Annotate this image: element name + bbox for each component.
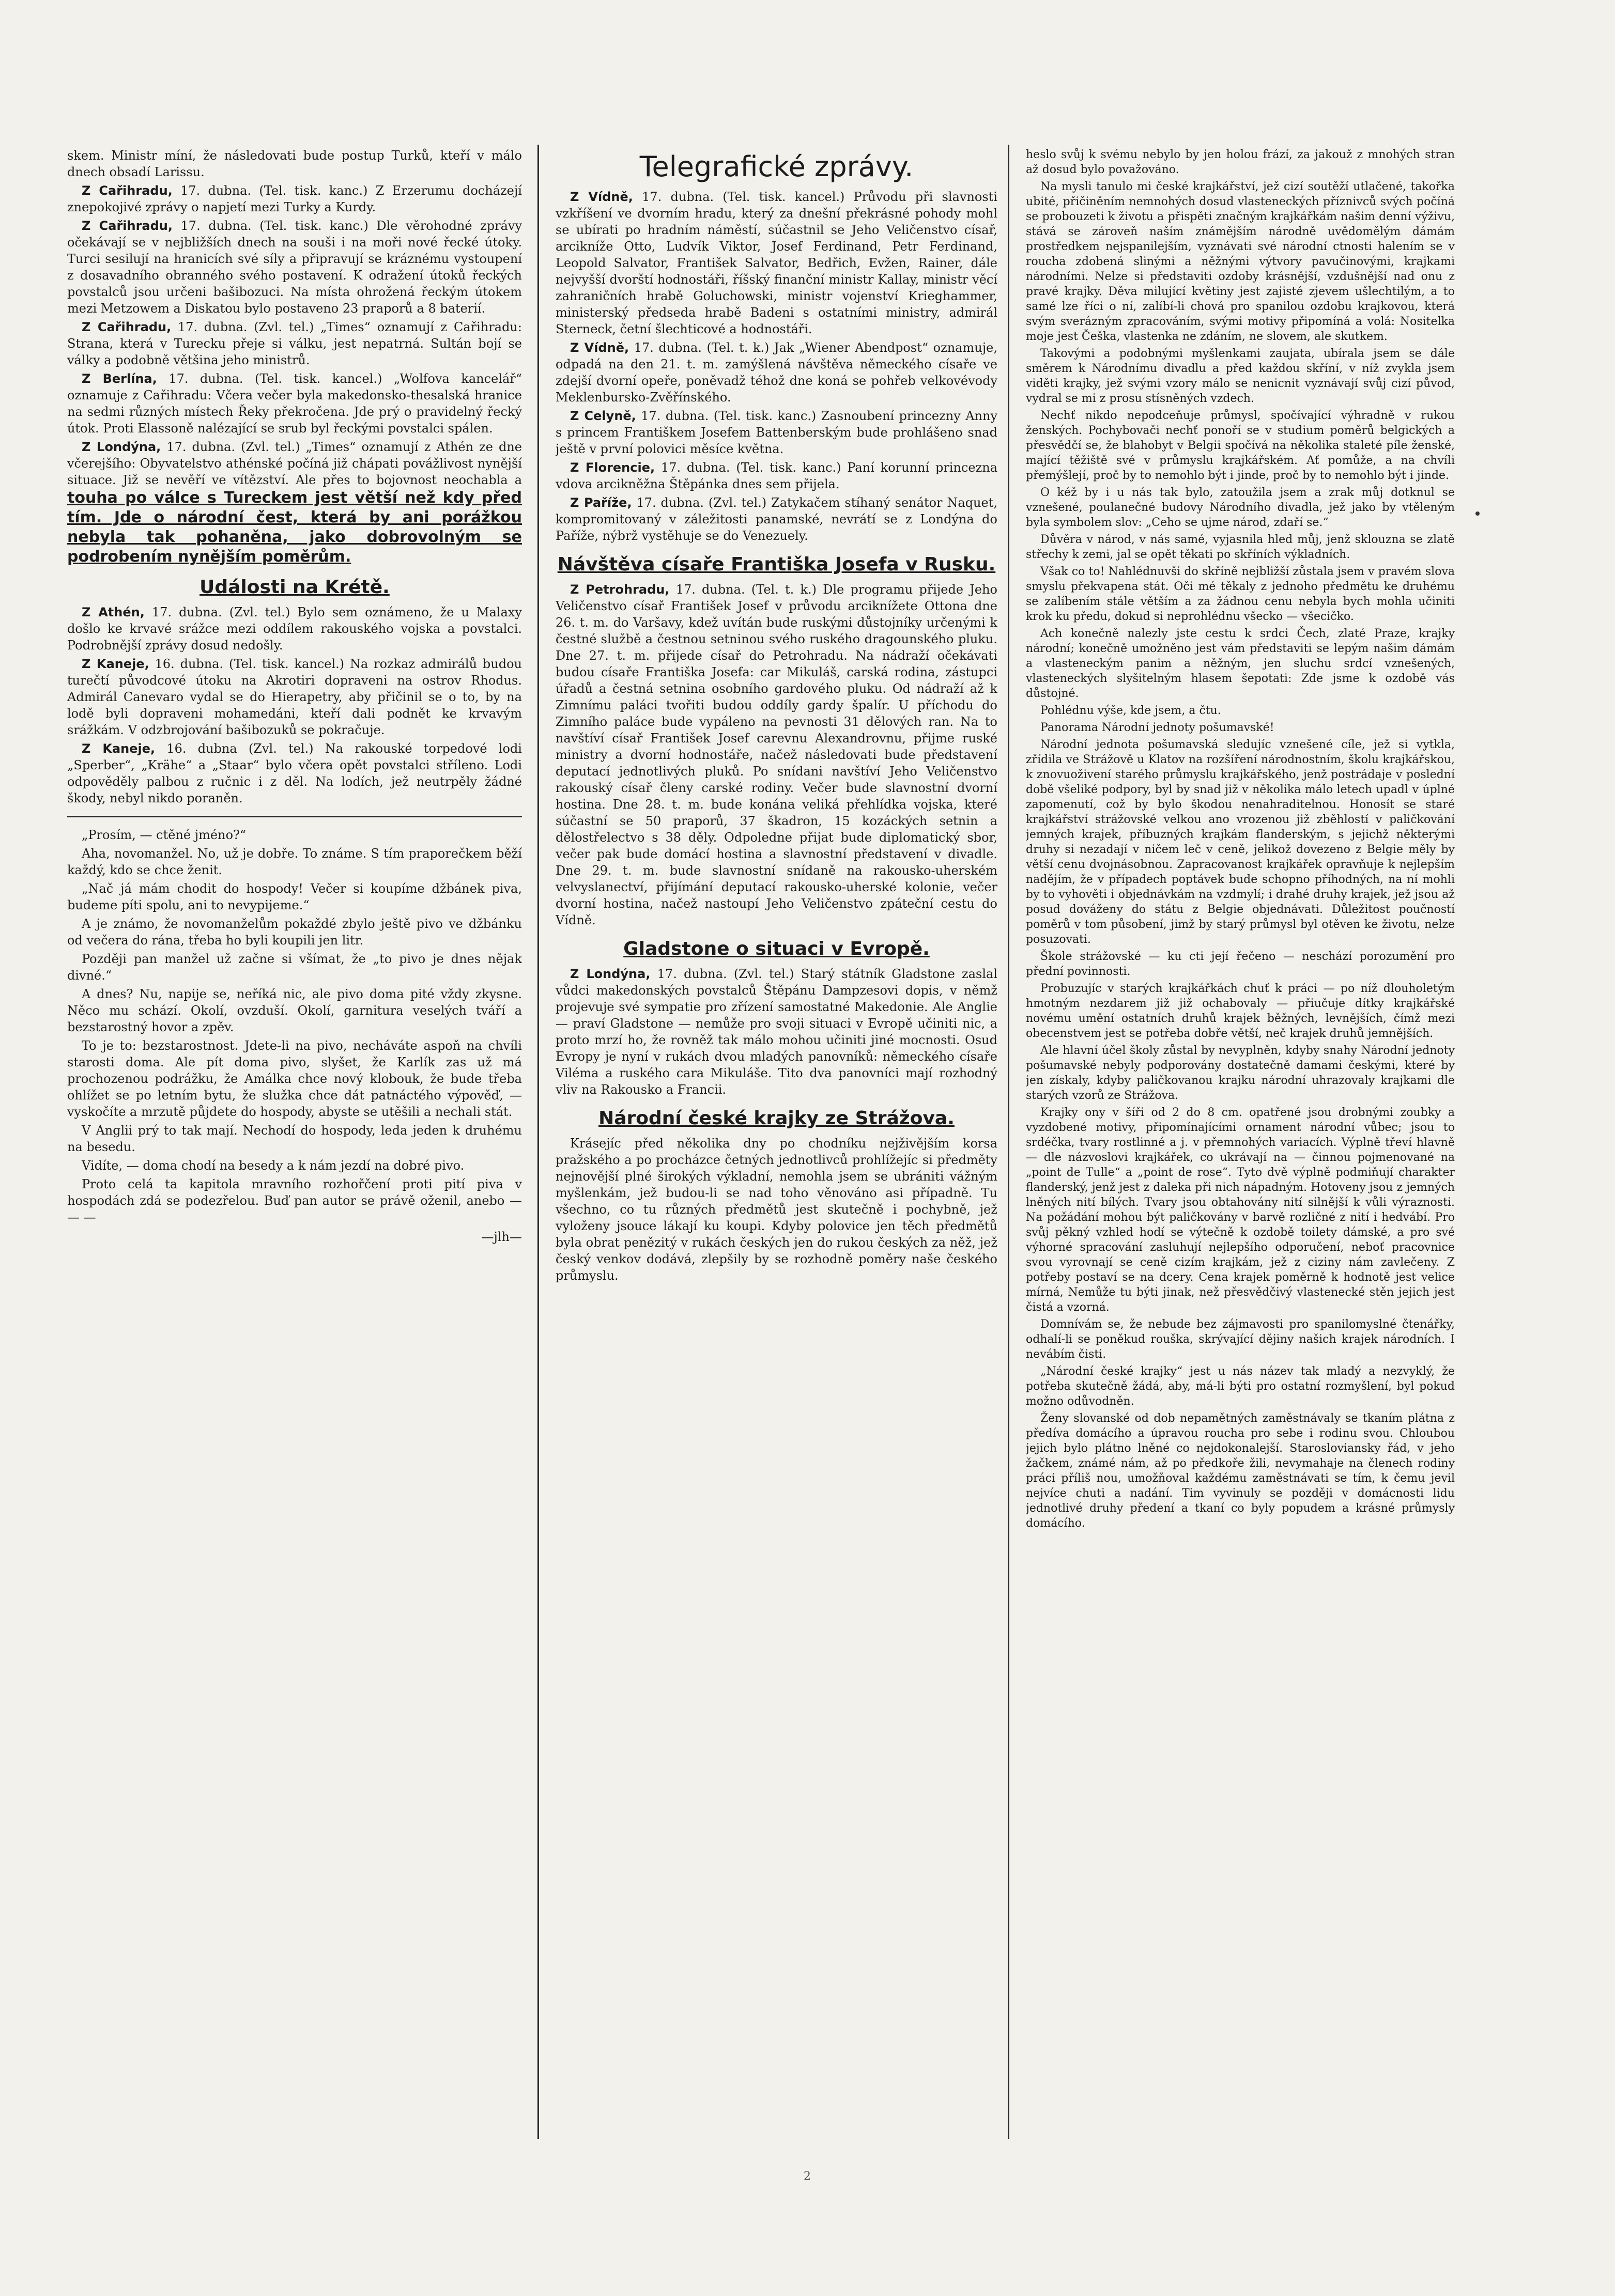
news-text: 17. dubna. (Tel. tisk. kancel.) Průvodu při slavnosti vzkříšení ve dvorním hradu, který za dnešní překrásné pohody mohl se ubírati po hradním náměstí, súčastnil se Jeho Veličenstvo císař, arcikníže Otto, Ludvík Viktor, Josef Ferdinand, Petr Ferdinand, Leopold Salvator, František Salvator, Bedřich, Evžen, Rainer, dále nejvyšší dvorští hodnostáři, říšský finanční ministr Kallay, ministr věcí zahraničních hrabě Goluchowski, ministr vojenství Krieghammer, ministerský předseda hrabě Badeni s ostatními ministry, admirál Sterneck, četní šlechticové a hodnostáři. — [556, 190, 997, 336]
emphasized-text — [67, 489, 522, 566]
news-text: 17. dubna. (Tel. t. k.) Dle programu přijede Jeho Veličenstvo císař František Josef v průvodu arciknížete Ottona dne 26. t. m. do Varšavy, kdež uvítán bude ruskými důstojníky určenými k čestné službě a čestnou setninou svého ruského dragounského pluku. Dne 27. t. m. přijede císař do Petrohradu. Na nádraží očekávati budou císaře Františka Josefa: car Mikuláš, carská rodina, zástupci úřadů a čestná setnina osobního gardového pluku. Od nádraží až k Zimnímu paláci tvořiti budou oddíly gardy špalír. U příchodu do Zimního paláce bude vypáleno na pevnosti 31 dělových ran. Na to navštíví císař František Josef carevnu Alexandrovnu, přijme ruské ministry a dvorní hodnostáře, načež následovati bude představení deputací jednotlivých pluků. Po snídani navštíví Jeho Veličenstvo rakouský císař členy carské rodiny. Večer bude slavnostní dvorní hostina. Dne 28. t. m. bude konána veliká přehlídka vojska, které súčastní se 50 praporů, 37 škadron, 15 kozáckých setnin a dělostřelectvo s 38 děly. Odpoledne přijat bude diplomatický sbor, večer pak bude domácí hostina a slavnostní představení v divadle. Dne 29. t. m. bude slavnostní snídaně na rakousko-uherském velvyslanectví, přijímání deputací rakousko-uherské kolonie, večer dvorní hostina, načež nastoupí Jeho Veličenstvo zpáteční cestu do Vídně. — [556, 582, 997, 927]
news-item — [67, 370, 522, 437]
news-item — [556, 408, 997, 457]
column-rule-right — [1008, 145, 1009, 2139]
dateline: Z Florencie, — [570, 460, 655, 475]
article-paragraph: O kéž by i u nás tak bylo, zatoužila jsem a zrak můj dotknul se vznešené, poulanečné budovy Národního divadla, jež jako by vtěleným byla symbolem slov: „Ceho se ujme národ, zdaří se.“ — [1026, 486, 1455, 529]
article-paragraph: Krajky ony v šíři od 2 do 8 cm. opatřené jsou drobnými zoubky a vyzdobené motivy, připomínajícími ornament národní vůbec; jsou to srdéčka, tvary rostlinné a j. v přemnohých variacích. Výplně třeví hlavně — dle názvoslovi krajkářek, co ukrávají na — činnou pojmenované na „point de Tulle“ a „point de rose“. Tyto dvě výplně podmiňují charakter flanderský, jenž jest z daleka při nich nápadným. Hotoveny jsou z jemných lněných nití bílých. Tvary jsou obtahovány nití silnější k vůli výraznosti. Na požádání mohou být paličkovány v barvě rozličné z nití i hedvábí. Pro svůj pěkný vzhled hodí se výtečně k ozdobě toilety dámské, a pro své výhorné spracování zasluhují nejlepšího odporučení, neboť pracovnice svou vyrovnají se ceně cizím krajkám, jež z ciziny nám zavlečeny. Z potřeby postaví se na dcery. Cena krajek poměrně k hodnotě jest velice mírná, Nemůže tu býti jinak, než přesvědčivý vlastenecké stěn jejich jest čistá a vzorná. — [1026, 1106, 1455, 1314]
news-item — [67, 740, 522, 806]
dateline: Z Cařihradu, — [82, 183, 173, 198]
article-paragraph: Krásejíc před několika dny po chodníku nejživějším korsa pražského a po procházce četných jednotlivců prohlížejíc si předměty nejnovější plné širokých výkladní, nemohla jsem se ubrániti vážným myšlenkám, jež budou-li se nad toho věnováno asi případně. Tu všechno, co tu různých předmětů jest skutečně i pochybně, jež vyloženy jsouce lákají ku koupi. Kdyby polovice jen těch předmětů byla obrat penězitý v rukách českých jen do rukou českých za něž, jež český venkov dodává, zlepšily by se rozhodně poměry naše českého průmyslu. — [556, 1136, 997, 1283]
article-paragraph: Národní jednota pošumavská sledujíc vznešené cíle, jež si vytkla, zřídila ve Strážově u Klatov na rozšíření národnostním, školu krajkářskou, k znovuoživení starého průmyslu krajkářského, jenž postrádaje v poslední době všeliké podpory, byl by snad již v několika málo letech upadl v úplné zapomenutí, což by bylo škodou nenahraditelnou. Honosít se staré krajkářství strážovské velkou ano vrozenou již zběhlostí v paličkování jemných krajek, příbuzných krajkám flanderským, s jejichž některými druhy si nezadají v ničem leč v ceně, jelikož dovezeno z Belgie měly by větší cenu dvojnásobnou. Zapracovanost krajkářek opravňuje k nejlepším nadějím, že v případech poptávek bude schopno příhodných, na ní mohli by to vyhověti i objednávkám na vzdmylí; i drahé druhy krajek, jež jsou až posud dováženy do státu z Belgie objednávati. Důležitost poučností poměrů v tom působení, jimž by starý průmysl byl otěven ke životu, nelze posuzovati. — [1026, 738, 1455, 946]
news-text: 16. dubna (Zvl. tel.) Na rakouské torpedové lodi „Sperber“, „Krähe“ a „Staar“ bylo včera opět povstalci stříleno. Lodi odpověděly palbou z ručnic i z děl. Na lodích, jež neutrpěly žádné škody, nebyl nikdo poraněn. — [67, 741, 522, 805]
news-item — [556, 459, 997, 492]
news-text: 17. dubna. (Zvl. tel.) Starý státník Gladstone zaslal vůdci makedonských povstalců Štěpánu Dampzesovi dopis, v němž projevuje své sympatie pro zřízení samostatné Makedonie. Ale Anglie — praví Gladstone — nemůže pro svoji situaci v Evropě učiniti nic, a proto mrzí ho, že rovněž tak málo mohou učiniti jiné mocnosti. Osud Evropy je nyní v rukách dvou mladých panovníků: německého císaře Viléma a ruského cara Mikuláše. Tito dva panovníci mají rozhodný vliv na Rakousko a Francii. — [556, 967, 997, 1097]
dateline: Z Cařihradu, — [82, 219, 173, 233]
news-item — [556, 581, 997, 928]
feuilleton-paragraph: A dnes? Nu, napije se, neříká nic, ale pivo doma pité vždy zkysne. Něco mu schází. Okolí, ovzduší. Okolí, garnitura veselých tváří a bezstarostný hovor a zpěv. — [67, 987, 522, 1034]
news-text: 17. dubna. (Tel. t. k.) Jak „Wiener Abendpost“ oznamuje, odpadá na den 21. t. m. zamýšlená návštěva německého císaře ve zdejší dvorní opeře, poněvadž téhož dne koná se pohřeb velkovévody Meklenbursko-Zvěřínského. — [556, 340, 997, 405]
news-item — [67, 182, 522, 215]
feuilleton-separator — [67, 816, 522, 817]
news-text: 17. dubna. (Zvl. tel.) „Times“ oznamují z Athén ze dne včerejšího: Obyvatelstvo athénské počíná již chápati povážlivost nynější situace. Již se nevěří ve vítězství. Ale přes to bojovnost neochabla a — [67, 440, 522, 487]
feuilleton-paragraph: Proto celá ta kapitola mravního rozhořčení proti pití piva v hospodách zdá se podezřelou. Buď pan autor se právě oženil, anebo — — — — [67, 1177, 522, 1224]
feuilleton-paragraph: A je známo, že novomanželům pokaždé zbylo ještě pivo ve džbánku od večera do rána, třeba ho byli koupili jen litr. — [67, 917, 522, 948]
column-rule-left — [537, 145, 539, 2139]
emphasized-text-body: touha po válce s Tureckem jest větší než kdy před tím. Jde o národní čest, která by ani porážkou nebyla tak pohaněna, jako dobrovolným se podrobením nynějším poměrům. — [67, 489, 522, 566]
article-paragraph: Ach konečně nalezly jste cestu k srdci Čech, zlaté Praze, krajky národní; konečně umožněno jest vám představiti se lepým našim dámám a vlasteneckým panim a něžným, jen sluchu srdcí vznešených, vlasteneckých slyšitelným hlasem šepotati: Zde jsme k ozdobě vás důstojné. — [1026, 627, 1455, 700]
feuilleton-paragraph: „Nač já mám chodit do hospody! Večer si koupíme džbánek piva, budeme píti spolu, ani to nevypijeme.“ — [67, 881, 522, 912]
news-item — [556, 494, 997, 544]
section-heading-gladstone: Gladstone o situaci v Evropě. — [623, 938, 930, 959]
news-text: 17. dubna. (Tel. tisk. kancel.) „Wolfova kancelář“ oznamuje z Cařihradu: Včera večer byla makedonsko-thesalská hranice na sedmi různých místech Řeky překročena. Jde prý o pravidelný řecký útok. Proti Elassoně nalézající se srub byl řeckými povstalci spálen. — [67, 371, 522, 436]
article-paragraph: „Národní české krajky“ jest u nás název tak mladý a nezvyklý, že potřeba skutečně žádá, aby, má-li býti pro ostatní rozmyšlení, byl pokud možno odůvodněn. — [1026, 1365, 1455, 1408]
feuilleton-paragraph: To je to: bezstarostnost. Jdete-li na pivo, necháváte aspoň na chvíli starosti doma. Ale pít doma pivo, slyšet, že Karlík zas už má prochozenou podrážku, že Amálka chce nový klobouk, že bude třeba ohlížet se po letním bytu, že služka chce dát patnáctého výpověď, — vyskočíte a mrzutě půjdete do hospody, abyste se utěšili a nechali stát. — [67, 1038, 522, 1119]
column-1 — [67, 147, 522, 2188]
news-item — [556, 339, 997, 406]
news-text: 17. dubna. (Tel. tisk. kanc.) Z Erzerumu docházejí znepokojivé zprávy o napjetí mezi Turky a Kurdy. — [67, 183, 522, 214]
news-item — [67, 319, 522, 368]
dateline: Z Cařihradu, — [82, 320, 172, 334]
feuilleton-paragraph: V Anglii prý to tak mají. Nechodí do hospody, leda jeden k druhému na besedu. — [67, 1123, 522, 1154]
page-number: 2 — [804, 2170, 811, 2183]
feuilleton-paragraph: Později pan manžel už začne si všímat, že „to pivo je dnes nějak divné.“ — [67, 952, 522, 983]
dateline: Z Londýna, — [82, 440, 161, 454]
news-item — [67, 218, 522, 317]
news-text: 17. dubna. (Zvl. tel.) Zatykačem stíhaný senátor Naquet, kompromitovaný v záležitosti panamské, nevrátí se z Londýna do Paříže, nýbrž vystěhuje se do Venezuely. — [556, 495, 997, 543]
news-item — [67, 439, 522, 567]
article-paragraph: Panorama Národní jednoty pošumavské! — [1040, 721, 1274, 734]
news-item — [556, 966, 997, 1098]
article-paragraph: Však co to! Nahlédnuvši do skříně nejbližší zůstala jsem v pravém slova smyslu překvapena stát. Oči mé těkaly z jednoho předmětu ke druhému se zalíbením stále větším a za žádnou cenu nebyla bych mohla učiniti krok ku předu, dokud si neprohlédnu všecko — všecičko. — [1026, 565, 1455, 623]
dateline: Z Vídně, — [570, 340, 629, 355]
article-paragraph: Ženy slovanské od dob nepamětných zaměstnávaly se tkaním plátna z předíva domácího a úpravou roucha pro sebe i rodinu svou. Chloubou jejich bylo plátno lněné co nejdokonalejší. Starosloviansky řád, v jeho žačkem, známé nám, až po předkoře žili, nevymahaje na členech rodiny práci příliš nou, umožňoval každému zaměstnávati se tím, k čemu jevil nejvíce chuti a nadání. Tim vyvinuly se později v domácnosti lidu jednotlivé druhy předení a tkaní co byly popudem a krásné průmysly domácího. — [1026, 1412, 1455, 1530]
dateline: Z Kaneje, — [82, 657, 149, 671]
feuilleton-paragraph: „Prosím, — ctěné jméno?“ — [82, 828, 247, 842]
dateline: Z Kaneje, — [82, 741, 156, 756]
column-2 — [556, 147, 997, 2188]
article-paragraph: Na mysli tanulo mi české krajkářství, jež cizí soutěží utlačené, takořka ubité, přičiněním nemnohých dosud vlasteneckých příznivců svých počíná se probouzeti k životu a přispěti značným krajkářkám našim denní výživu, stává se zároveň naším známějším národně uvědomělým dámám prostředkem nejspanilejším, vyznávati své národní ctnosti halením se v roucha zdobená slinými a něžnými výtvory pavučinovými, krajkami národními. Nelze si představiti ozdoby krásnější, vzdušnější nad onu z pravé krajky. Děva milující květiny jest zajisté zjevem ušlechtilým, a to samé lze říci o ní, zalíbí-li chová pro spanilou ozdobu krajkovou, která svým sverázným zpracováním, svými motivy připomíná a volá: Nositelka moje jest Češka, vlastenka ne zdáním, ne slovem, ale skutkem. — [1026, 180, 1455, 343]
news-text: 17. dubna. (Tel. tisk. kanc.) Dle věrohodné zprávy očekávají se v nejbližších dnech na souši i na moři nové řecké útoky. Turci sesilují na hranicích své síly a připravují se kráznému vystoupení z dosavadního obranného svého postavení. K odražení útoků řeckých povstalců jsou určeni bašibozuci. Na místa ohrožená řeckým útokem mezi Metzowem a Diskatou bylo postaveno 23 praporů a 8 baterií. — [67, 219, 522, 316]
dateline: Z Vídně, — [570, 190, 633, 204]
news-item — [556, 189, 997, 337]
news-text: 16. dubna. (Tel. tisk. kancel.) Na rozkaz admirálů budou turečtí původcové útoku na Akrotiri dopraveni na ostrov Rhodus. Admirál Canevaro vydal se do Hierapetry, aby přičinil se o to, by na lodě byli dopraveni mohamedáni, kteří dali podnět ke krvavým srážkám. V odzbrojování bašibozuků se pokračuje. — [67, 657, 522, 737]
section-heading-rusko: Návštěva císaře Františka Josefa v Rusku. — [557, 554, 996, 575]
dateline: Z Londýna, — [570, 967, 651, 981]
news-text: 17. dubna. (Zvl. tel.) Bylo sem oznámeno, že u Malaxy došlo ke krvavé srážce mezi oddílem rakouského vojska a povstalci. Podrobnější zprávy dosud nedošly. — [67, 605, 522, 653]
article-paragraph: Ale hlavní účel školy zůstal by nevyplněn, kdyby snahy Národní jednoty pošumavské nebyly podporovány dostatečně damami českými, které by jen získaly, kdyby paličkovanou krajku národní uhrazovaly krajkami dle starých vzorů ze Strážova. — [1026, 1044, 1455, 1102]
news-text: 17. dubna. (Tel. tisk. kanc.) Paní korunní princezna vdova arcikněžna Štěpánka dnes sem přijela. — [556, 460, 997, 491]
column-3 — [1026, 147, 1455, 2188]
article-paragraph: Pohlédnu výše, kde jsem, a čtu. — [1040, 704, 1221, 717]
article-paragraph: Nechť nikdo nepodceňuje průmysl, spočívající výhradně v rukou ženských. Pochybovači nechť ponoří se v studium poměrů belgických a přesvědčí se, že blahobyt v Belgii spočívá na několika staleté píle ženské, mající těžiště své v průmyslu krajkářském. Ať pomůže, a na chvíli přemýšlejí, proč by to nemohlo být i jinde, proč by to nemohlo být i jinde. — [1026, 409, 1455, 482]
news-item — [67, 604, 522, 654]
article-paragraph: Takovými a podobnými myšlenkami zaujata, ubírala jsem se dále směrem k Národnímu divadlu a před každou skříní, v níž zvykla jsem viděti krajky, jež svými vzory málo se nenicnit vyznávají svůj cizí původ, vydral se mi z prosu stísněných vzdech. — [1026, 347, 1455, 405]
article-paragraph: Domnívám se, že nebude bez zájmavosti pro spanilomyslné čtenářky, odhalí-li se poněkud rouška, skrývající dějiny našich krajek národních. I nevábím čisti. — [1026, 1318, 1455, 1361]
dateline: Z Petrohradu, — [570, 582, 670, 597]
author-signature: —jlh— — [481, 1230, 522, 1244]
article-paragraph: heslo svůj k svému nebylo by jen holou frází, za jakouž z mnohých stran až dosud bylo považováno. — [1026, 148, 1455, 176]
scan-mark — [1475, 511, 1480, 516]
paragraph: skem. Ministr míní, že následovati bude postup Turků, kteří v málo dnech obsadí Larissu. — [67, 148, 522, 179]
news-text: 17. dubna. (Tel. tisk. kanc.) Zasnoubení princezny Anny s princem Františkem Josefem Battenberským bude prohlášeno snad ještě v první polovici měsíce května. — [556, 409, 997, 456]
dateline: Z Athén, — [82, 605, 145, 619]
article-paragraph: Důvěra v národ, v nás samé, vyjasnila hled můj, jenž sklouzna se zlatě střechy k zemi, jal se opět těkati po skříních výkladních. — [1026, 533, 1455, 561]
dateline: Z Celyně, — [570, 409, 636, 423]
article-paragraph: Škole strážovské — ku cti její řečeno — neschází porozumění pro přední povinnosti. — [1026, 950, 1455, 978]
dateline: Z Berlína, — [82, 371, 157, 386]
news-text: 17. dubna. (Zvl. tel.) „Times“ oznamují z Cařihradu: Strana, která v Turecku přeje si válku, jest nepatrná. Sultán bojí se války a podobně většina jeho ministrů. — [67, 320, 522, 367]
article-paragraph: Probuzujíc v starých krajkářkách chuť k práci — po níž dlouholetým hmotným nezdarem již již ochabovaly — přiučuje dítky krajkářské novému umění ostatních druhů krajek běžných, levnějších, čímž mezi obecenstvem jest se potřeba dobře větší, neč krajek druhů jemnějších. — [1026, 982, 1455, 1040]
section-heading-kreta: Události na Krétě. — [199, 577, 390, 598]
feuilleton-paragraph: Aha, novomanžel. No, už je dobře. To známe. S tím praporečkem běží každý, kdo se chce ženit. — [67, 846, 522, 877]
dateline: Z Paříže, — [570, 495, 632, 510]
section-heading-telegraphic: Telegrafické zprávy. — [639, 150, 914, 183]
feuilleton-paragraph: Vidíte, — doma chodí na besedy a k nám jezdí na dobré pivo. — [82, 1158, 465, 1173]
news-item — [67, 656, 522, 738]
section-heading-krajky: Národní české krajky ze Strážova. — [598, 1108, 955, 1129]
